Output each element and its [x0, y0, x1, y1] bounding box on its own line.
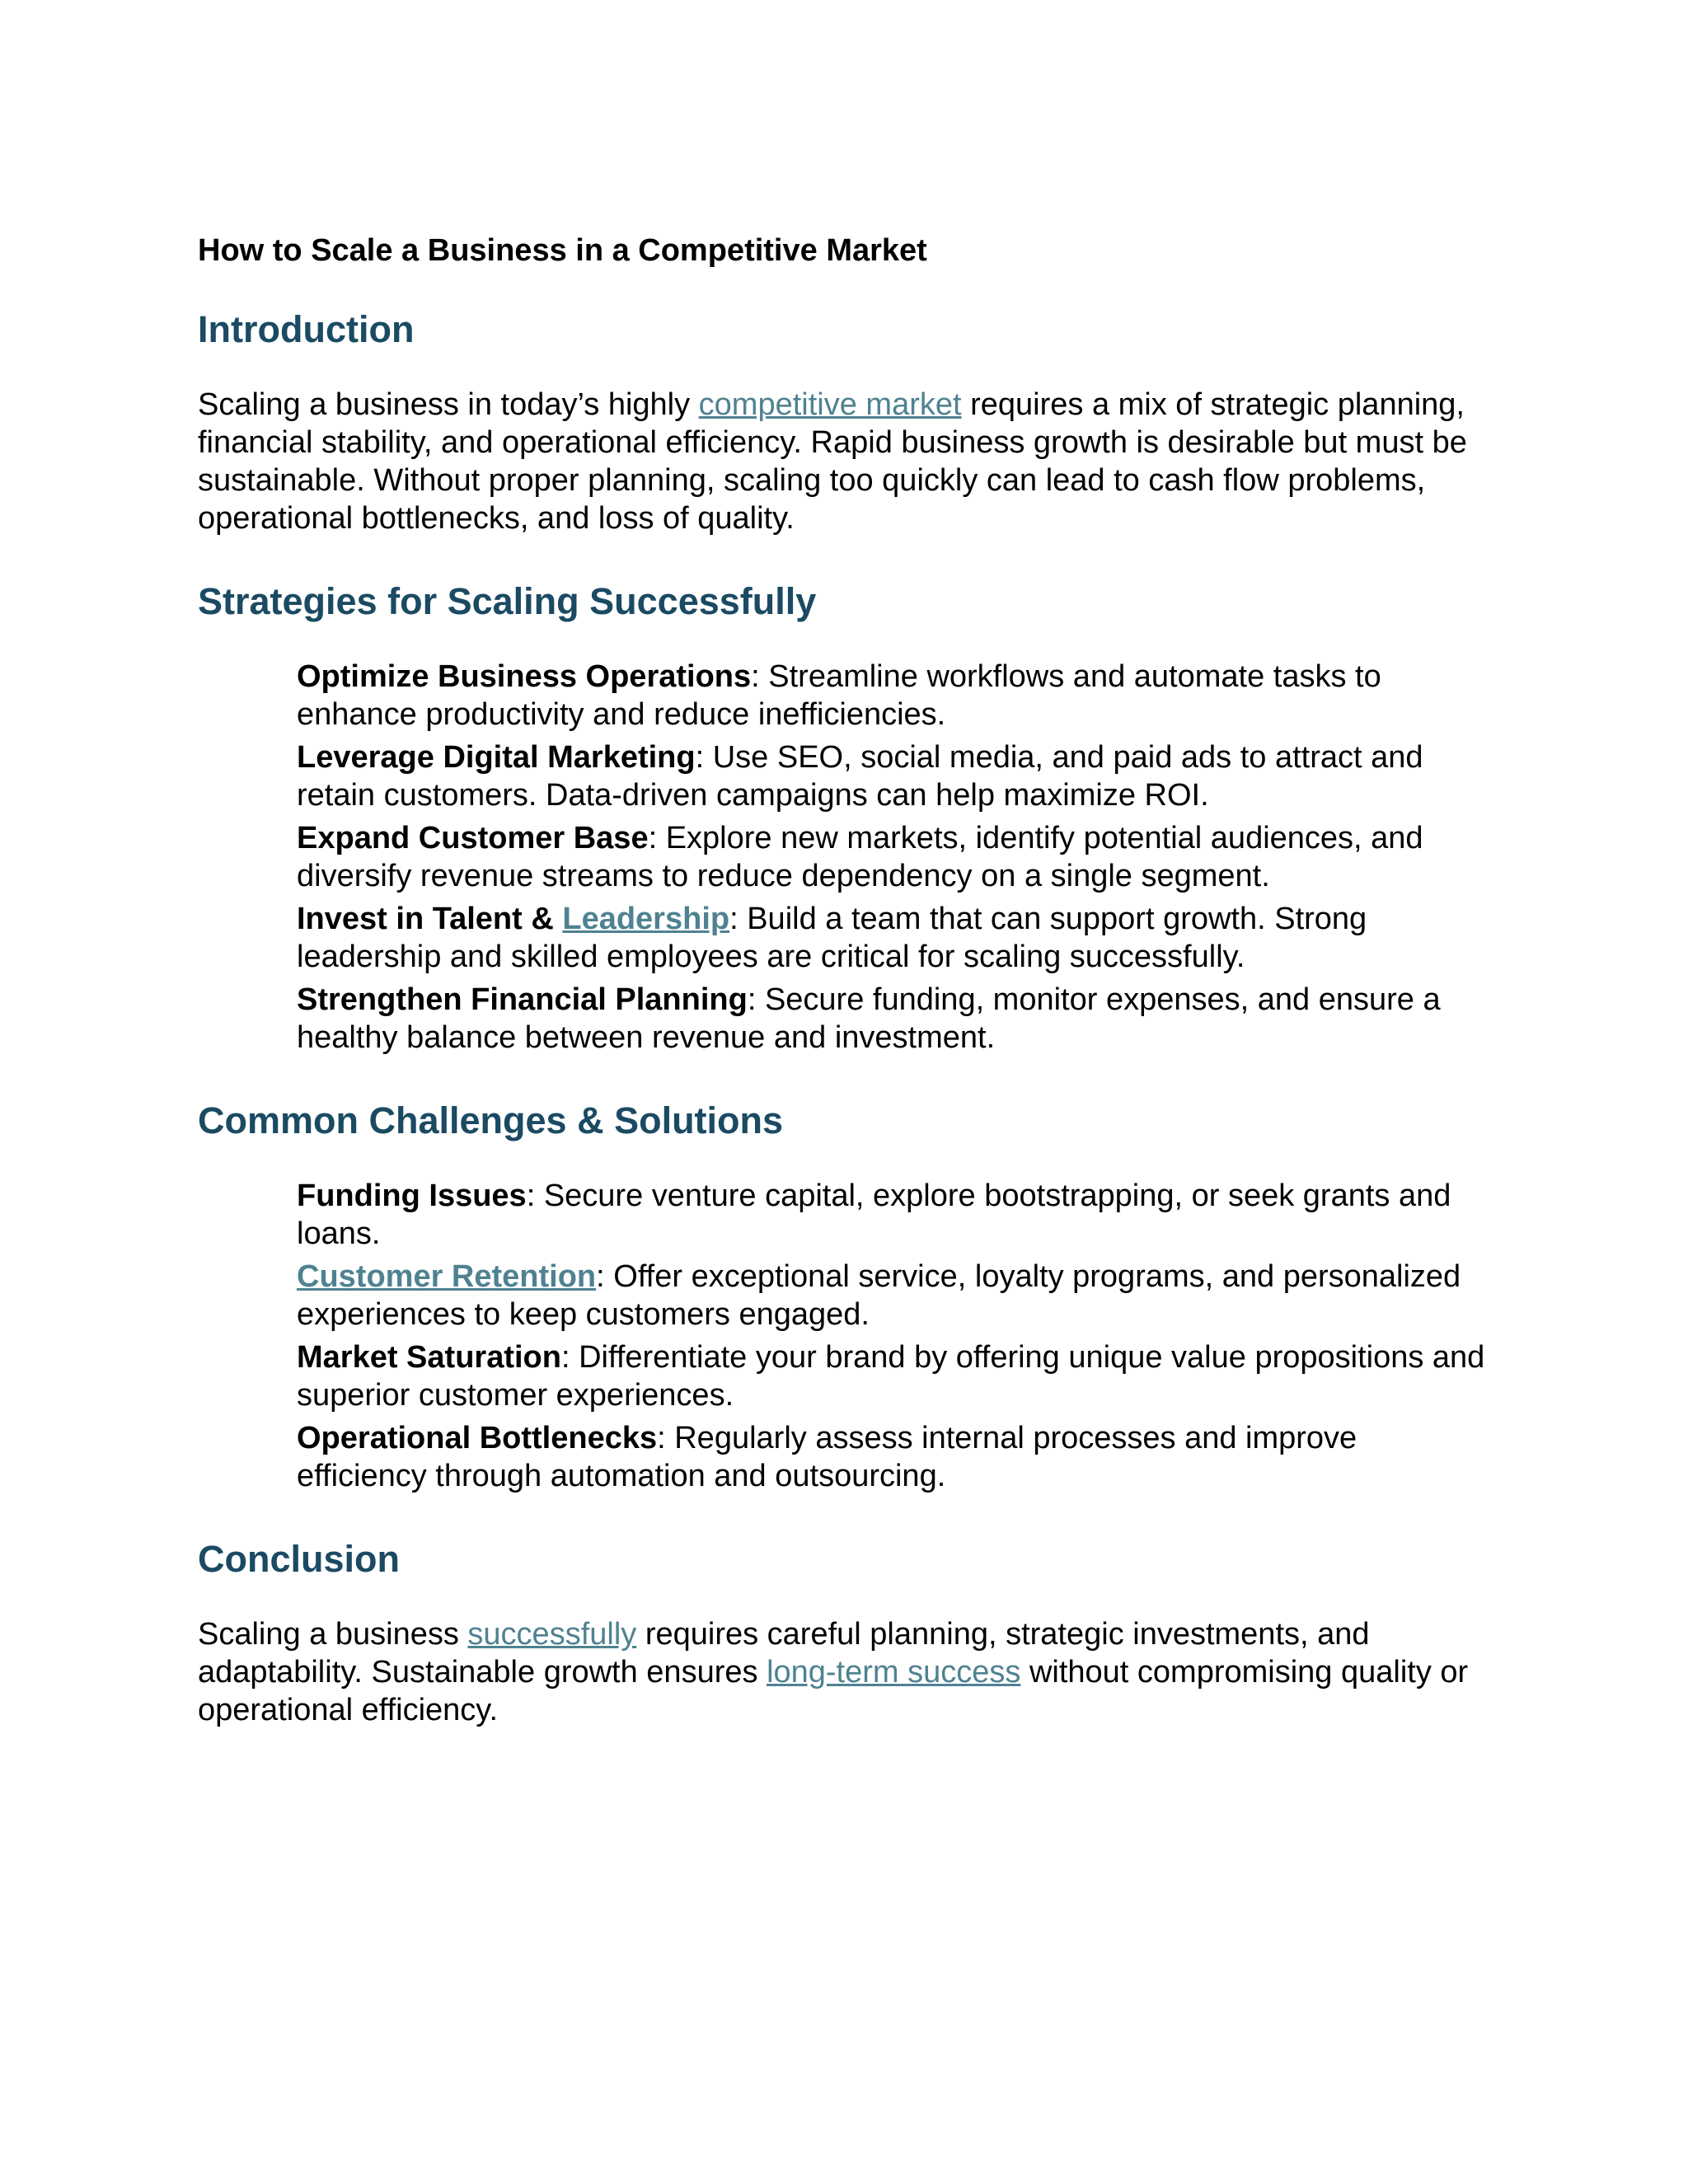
challenges-list [198, 1177, 1490, 1495]
item-text: : Use SEO, social media, and paid ads to attract and retain customers. Data-driven campaigns can help maximize ROI. [297, 740, 1423, 813]
introduction-heading: Introduction [198, 308, 415, 350]
list-item [297, 738, 1490, 814]
strategies-section [198, 579, 1490, 1057]
conclusion-paragraph [198, 1615, 1490, 1729]
conclusion-text-3: without compromising quality or operational efficiency. [198, 1655, 1469, 1727]
list-item [297, 819, 1490, 895]
customer-retention-link[interactable]: Customer Retention [297, 1259, 597, 1294]
list-item [297, 1419, 1490, 1495]
conclusion-section [198, 1536, 1490, 1729]
list-item [297, 900, 1490, 976]
item-text: : Streamline workflows and automate tasks to enhance productivity and reduce inefficiencies. [297, 659, 1381, 732]
introduction-text-before: Scaling a business in today’s highly [198, 387, 699, 422]
list-item [297, 1258, 1490, 1333]
long-term-success-link[interactable]: long-term success [767, 1655, 1021, 1690]
item-lead: Leverage Digital Marketing [297, 740, 696, 775]
conclusion-heading: Conclusion [198, 1538, 400, 1580]
item-lead: Market Saturation [297, 1340, 561, 1375]
challenges-heading: Common Challenges & Solutions [198, 1099, 784, 1141]
list-item [297, 1338, 1490, 1414]
strategies-list [198, 658, 1490, 1057]
introduction-text-after: requires a mix of strategic planning, financial stability, and operational efficiency. Rapid business growth is desirable but must be sustainable. Without proper planning, scaling too quickly can lead to cash flow problems, operational bottlenecks, and loss of quality. [198, 387, 1467, 536]
item-lead: Funding Issues [297, 1179, 527, 1213]
conclusion-text-2: requires careful planning, strategic investments, and adaptability. Sustainable growth ensures [198, 1617, 1370, 1690]
document-title: How to Scale a Business in a Competitive Market [198, 233, 927, 268]
list-item [297, 658, 1490, 733]
strategies-heading: Strategies for Scaling Successfully [198, 580, 817, 622]
item-lead: Expand Customer Base [297, 821, 649, 855]
leadership-link[interactable]: Leadership [562, 902, 730, 936]
item-text: : Regularly assess internal processes and improve efficiency through automation and outsourcing. [297, 1421, 1357, 1493]
introduction-section [198, 307, 1490, 537]
item-text: : Secure funding, monitor expenses, and ensure a healthy balance between revenue and investment. [297, 982, 1441, 1055]
conclusion-text-1: Scaling a business [198, 1617, 468, 1652]
introduction-paragraph [198, 386, 1490, 537]
item-lead: Operational Bottlenecks [297, 1421, 658, 1455]
item-lead: Invest in Talent & [297, 902, 563, 936]
challenges-section [198, 1098, 1490, 1495]
successfully-link[interactable]: successfully [467, 1617, 637, 1652]
item-lead: Strengthen Financial Planning [297, 982, 748, 1017]
item-text: : Offer exceptional service, loyalty programs, and personalized experiences to keep customers engaged. [297, 1259, 1461, 1332]
competitive-market-link[interactable]: competitive market [698, 387, 962, 422]
item-text: : Build a team that can support growth. Strong leadership and skilled employees are critical for scaling successfully. [297, 902, 1367, 974]
item-lead: Optimize Business Operations [297, 659, 752, 694]
item-text: : Secure venture capital, explore bootstrapping, or seek grants and loans. [297, 1179, 1451, 1251]
item-text: : Explore new markets, identify potential audiences, and diversify revenue streams to reduce dependency on a single segment. [297, 821, 1423, 893]
list-item [297, 1177, 1490, 1253]
item-text: : Differentiate your brand by offering unique value propositions and superior customer experiences. [297, 1340, 1485, 1413]
list-item [297, 981, 1490, 1057]
